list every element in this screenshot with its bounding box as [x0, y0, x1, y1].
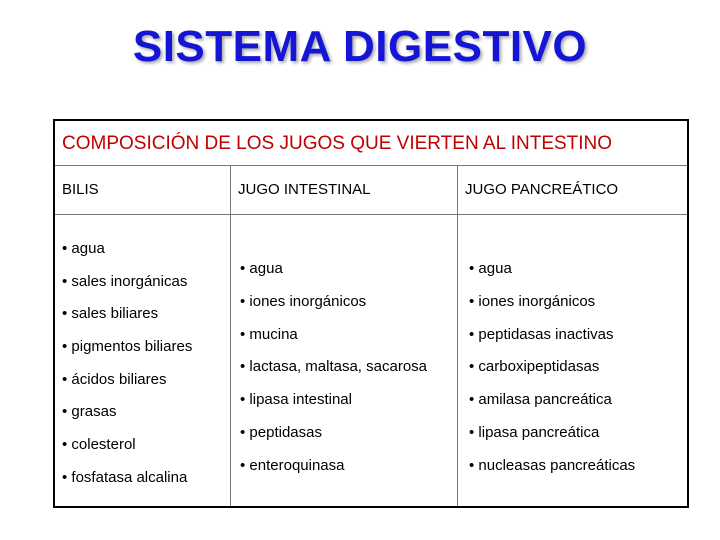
list-item: • amilasa pancreática	[469, 391, 612, 409]
list-item: • sales biliares	[62, 305, 159, 323]
list-item: • sales inorgánicas	[62, 272, 188, 290]
composition-table	[53, 119, 689, 508]
table-header: COMPOSICIÓN DE LOS JUGOS QUE VIERTEN AL INTESTINO	[62, 133, 613, 154]
list-item: • ácidos biliares	[62, 370, 167, 388]
list-item: • lipasa pancreática	[469, 423, 600, 441]
table-header-row	[55, 121, 687, 166]
list-item: • carboxipeptidasas	[469, 358, 600, 376]
list-item: • agua	[240, 260, 283, 277]
list-item: • fosfatasa alcalina	[62, 468, 188, 486]
jugo-intestinal-list	[240, 260, 427, 490]
bilis-list	[62, 240, 192, 502]
list-item: • lipasa intestinal	[240, 391, 352, 409]
list-item: • iones inorgánicos	[469, 292, 596, 310]
list-item: • colesterol	[62, 436, 136, 454]
list-item: • mucina	[240, 325, 298, 343]
column-heading-jugo-pancreatico: JUGO PANCREÁTICO	[465, 181, 619, 198]
list-item: • agua	[62, 240, 105, 257]
column-heading-jugo-intestinal: JUGO INTESTINAL	[238, 181, 371, 198]
list-item: • peptidasas inactivas	[469, 325, 614, 343]
jugo-pancreatico-list	[469, 260, 635, 490]
column-divider	[457, 166, 458, 506]
list-item: • peptidasas	[240, 423, 322, 441]
list-item: • nucleasas pancreáticas	[469, 456, 636, 474]
list-item: • grasas	[62, 403, 117, 421]
column-divider	[230, 166, 231, 506]
list-item: • agua	[469, 260, 512, 277]
list-item: • lactasa, maltasa, sacarosa	[240, 358, 428, 376]
page-title: SISTEMA DIGESTIVO	[132, 22, 588, 71]
list-item: • enteroquinasa	[240, 456, 345, 474]
list-item: • pigmentos biliares	[62, 338, 193, 356]
list-item: • iones inorgánicos	[240, 292, 367, 310]
column-heading-row	[55, 166, 687, 215]
column-heading-bilis: BILIS	[62, 181, 99, 198]
